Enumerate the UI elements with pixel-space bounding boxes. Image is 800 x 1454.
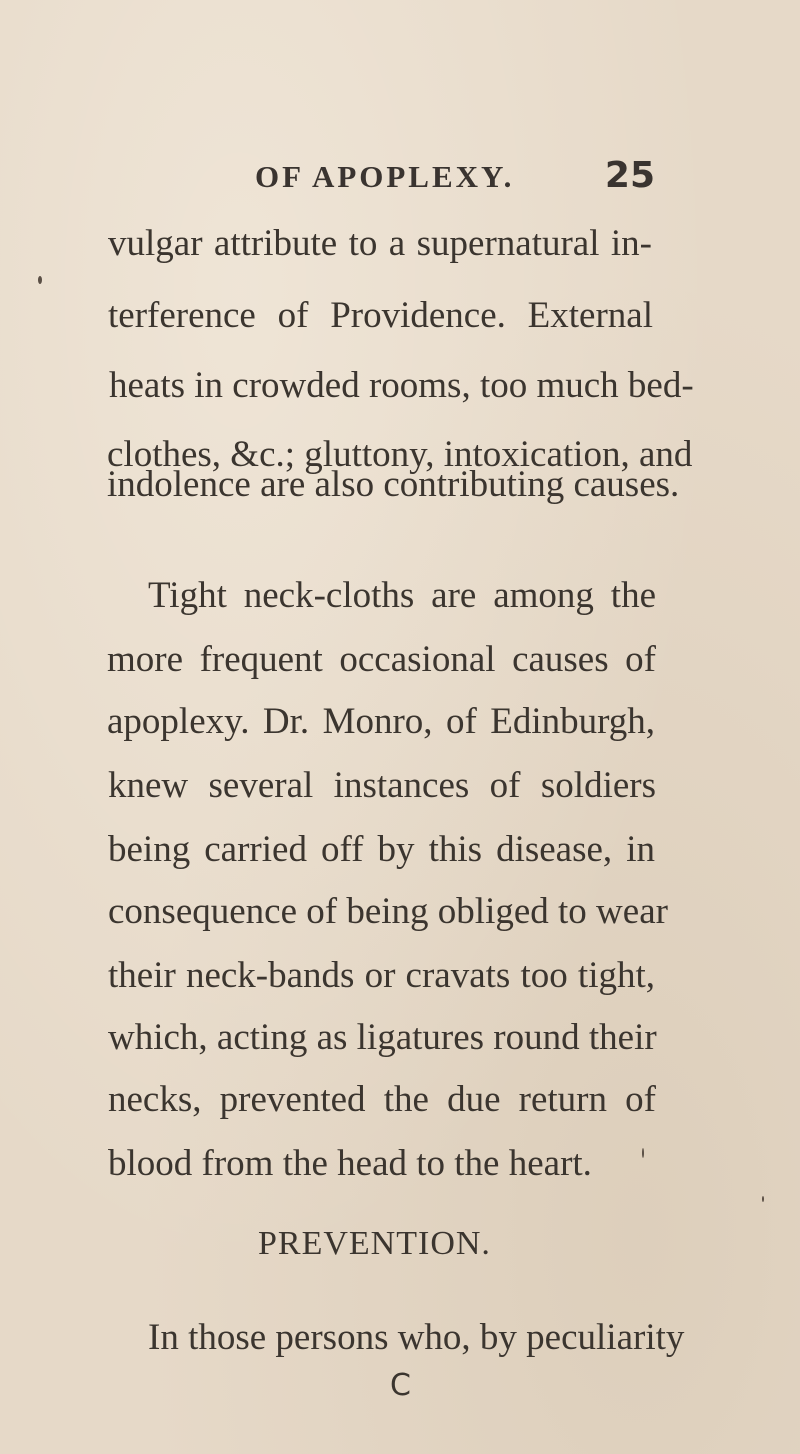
section-heading: PREVENTION. bbox=[258, 1225, 491, 1262]
text-line: consequence of being obliged to wear bbox=[108, 891, 668, 932]
text-line: their neck-bands or cravats too tight, bbox=[108, 955, 655, 996]
text-line: vulgar attribute to a supernatural in- bbox=[108, 223, 652, 264]
paper-blemish bbox=[642, 1148, 644, 1158]
text-line: clothes, &c.; gluttony, intoxication, and bbox=[107, 434, 693, 475]
text-line: apoplexy. Dr. Monro, of Edinburgh, bbox=[107, 701, 655, 742]
running-title: OF APOPLEXY. bbox=[255, 159, 515, 194]
text-line: being carried off by this disease, in bbox=[108, 829, 655, 870]
paper-blemish bbox=[38, 276, 42, 284]
text-line: indolence are also contributing causes. bbox=[107, 464, 680, 505]
signature-mark: C bbox=[390, 1368, 411, 1403]
running-head bbox=[255, 155, 655, 205]
text-line: knew several instances of soldiers bbox=[108, 765, 656, 806]
text-line: more frequent occasional causes of bbox=[107, 639, 656, 680]
text-line: heats in crowded rooms, too much bed- bbox=[109, 365, 694, 406]
text-line: In those persons who, by peculiarity bbox=[148, 1317, 685, 1358]
text-line: necks, prevented the due return of bbox=[108, 1079, 656, 1120]
page-number: 25 bbox=[604, 155, 655, 196]
text-line: terference of Providence. External bbox=[108, 295, 653, 336]
paper-blemish bbox=[762, 1196, 764, 1202]
text-line: Tight neck-cloths are among the bbox=[148, 575, 656, 616]
text-line: which, acting as ligatures round their bbox=[108, 1017, 657, 1058]
text-line: blood from the head to the heart. bbox=[108, 1143, 592, 1184]
